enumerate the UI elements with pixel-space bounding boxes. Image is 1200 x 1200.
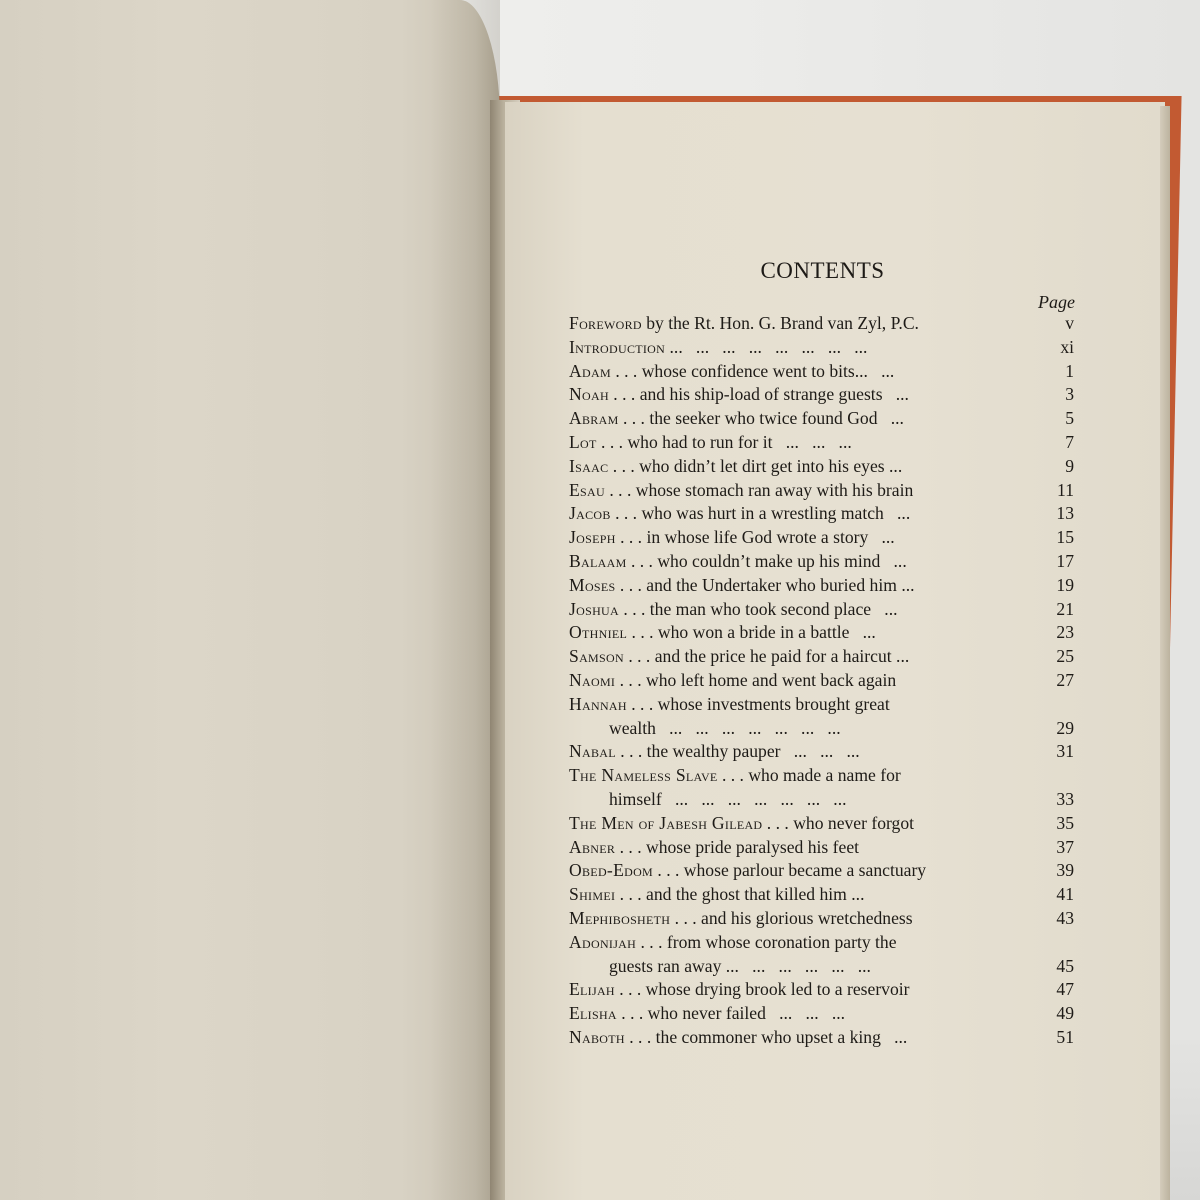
toc-entry-text (569, 978, 1024, 1002)
toc-entry-text (609, 955, 1024, 979)
toc-entry-name: Introduction (569, 336, 666, 357)
toc-entry (569, 978, 1074, 1002)
toc-entry-description: . . . who had to run for it ... ... ... (596, 431, 852, 452)
toc-entry (569, 621, 1074, 645)
toc-entry-text (569, 907, 1024, 931)
toc-entry-text (569, 812, 1024, 836)
toc-entry-description: . . . who was hurt in a wrestling match ... (610, 503, 911, 524)
toc-entry-text (569, 550, 1024, 574)
toc-entry-name: Foreword (569, 313, 642, 333)
toc-entry (569, 693, 1074, 717)
toc-entry-name: Jacob (569, 503, 611, 524)
toc-entry-name: Othniel (569, 622, 628, 643)
toc-entry (569, 740, 1074, 764)
toc-entry-page-number: 5 (1065, 408, 1074, 429)
toc-entry-name: Abner (569, 836, 616, 857)
toc-entry-page-number: 31 (1056, 741, 1074, 762)
toc-entry-name: Samson (569, 646, 624, 667)
toc-entry-page-number: 9 (1065, 455, 1074, 476)
toc-entry-name: Elijah (569, 979, 615, 1000)
toc-entry-page-number: v (1065, 313, 1074, 333)
toc-entry-text (569, 883, 1024, 907)
toc-entry (569, 383, 1074, 407)
toc-entry-text (609, 788, 1024, 812)
toc-entry-page-number: 33 (1056, 788, 1074, 809)
toc-entry-description: by the Rt. Hon. G. Brand van Zyl, P.C. (641, 313, 919, 333)
toc-entry-name: Adonijah (569, 931, 637, 952)
toc-entry-text (609, 717, 1024, 741)
toc-entry-page-number: 35 (1056, 812, 1074, 833)
toc-entry (569, 955, 1074, 979)
toc-entry-description: . . . whose investments brought great (626, 693, 890, 714)
toc-entry-page-number: 1 (1065, 360, 1074, 381)
toc-entry-name: Noah (569, 384, 609, 405)
toc-entry (569, 526, 1074, 550)
toc-entry-name: Joshua (569, 598, 619, 619)
toc-entry (569, 812, 1074, 836)
toc-entry-text (569, 598, 1024, 622)
toc-entry (569, 931, 1074, 955)
toc-entry-text (569, 1002, 1024, 1026)
contents-title: CONTENTS (760, 258, 885, 283)
toc-entry-description: ... ... ... ... ... ... ... ... (665, 336, 868, 357)
toc-entry-text (569, 621, 1024, 645)
toc-entry-text (569, 455, 1024, 479)
toc-entry-name: Obed-Edom (569, 860, 654, 881)
toc-entry-text (569, 859, 1024, 883)
toc-entry-name: Nabal (569, 741, 616, 762)
page-edges (1160, 106, 1170, 1200)
toc-entry-description: . . . who won a bride in a battle ... (627, 622, 876, 643)
toc-entry-text (569, 431, 1024, 455)
toc-entry-text (569, 383, 1024, 407)
toc-entry (569, 431, 1074, 455)
toc-entry-page-number: 15 (1056, 527, 1074, 548)
toc-entry-page-number: 25 (1056, 646, 1074, 667)
toc-entry-page-number: 43 (1056, 907, 1074, 928)
toc-entry (569, 360, 1074, 384)
toc-entry-name: Balaam (569, 550, 627, 571)
toc-entry-name: Esau (569, 479, 605, 500)
toc-entry-name: Elisha (569, 1003, 617, 1024)
toc-entry (569, 407, 1074, 431)
left-page (0, 0, 500, 1200)
toc-entry-text (569, 669, 1024, 693)
toc-entry-name: Adam (569, 360, 611, 381)
toc-entry-description: . . . whose confidence went to bits... ... (610, 360, 895, 381)
toc-entry-description: . . . who didn’t let dirt get into his eyes ... (608, 455, 903, 476)
toc-entry-page-number: 49 (1056, 1003, 1074, 1024)
toc-entry-description: . . . and his ship-load of strange guests ... (608, 384, 909, 405)
toc-entry-name: Mephibosheth (569, 907, 671, 928)
toc-entry-page-number: 13 (1056, 503, 1074, 524)
toc-entry (569, 312, 1074, 336)
toc-entry-page-number: 7 (1065, 431, 1074, 452)
toc-entry-name: Naboth (569, 1026, 625, 1047)
toc-entry-page-number: 29 (1056, 717, 1074, 738)
toc-entry-description: . . . who never forgot (762, 812, 915, 833)
toc-entry-text (569, 740, 1024, 764)
toc-entry (569, 883, 1074, 907)
toc-entry (569, 1002, 1074, 1026)
toc-entry-description: . . . the man who took second place ... (619, 598, 898, 619)
toc-entry-description: . . . the seeker who twice found God ... (618, 408, 904, 429)
toc-entry-name: The Nameless Slave (569, 765, 718, 786)
toc-entry-page-number: 51 (1056, 1026, 1074, 1047)
page-column-header: Page (1038, 292, 1075, 312)
toc-entry-text (569, 479, 1024, 503)
toc-entry (569, 479, 1074, 503)
toc-entry-page-number: 27 (1056, 669, 1074, 690)
toc-entry-description: . . . in whose life God wrote a story ... (615, 527, 895, 548)
toc-entry-description: . . . and the Undertaker who buried him ... (615, 574, 915, 595)
toc-entry-description: guests ran away ... ... ... ... ... ... (609, 955, 871, 976)
toc-entry-page-number: 37 (1056, 836, 1074, 857)
toc-entry-text (569, 336, 1024, 360)
toc-entry (569, 764, 1074, 788)
toc-entry-name: Isaac (569, 455, 609, 476)
toc-entry-description: . . . who made a name for (717, 765, 901, 786)
toc-entry-description: wealth ... ... ... ... ... ... ... (609, 717, 841, 738)
toc-entry-text (569, 407, 1024, 431)
toc-entry-description: . . . whose drying brook led to a reservoir (614, 979, 910, 1000)
toc-entry-page-number: 19 (1056, 574, 1074, 595)
toc-entry (569, 502, 1074, 526)
toc-entry-name: Abram (569, 408, 619, 429)
toc-entry (569, 669, 1074, 693)
toc-entry-page-number: 3 (1065, 384, 1074, 405)
toc-entry-description: . . . and his glorious wretchedness (670, 907, 913, 928)
table-of-contents (569, 312, 1074, 1050)
toc-entry-text (569, 360, 1024, 384)
toc-entry-name: Shimei (569, 884, 616, 905)
toc-entry (569, 1026, 1074, 1050)
toc-entry-text (569, 693, 1024, 717)
toc-entry (569, 455, 1074, 479)
toc-entry-page-number: 21 (1056, 598, 1074, 619)
toc-entry-description: . . . whose pride paralysed his feet (615, 836, 860, 857)
toc-entry-name: Lot (569, 431, 597, 452)
toc-entry-description: . . . the commoner who upset a king ... (624, 1026, 908, 1047)
toc-entry-text (569, 312, 1024, 336)
toc-entry-name: Joseph (569, 527, 616, 548)
toc-entry (569, 645, 1074, 669)
toc-entry-page-number: 47 (1056, 979, 1074, 1000)
toc-entry-name: Hannah (569, 693, 627, 714)
toc-entry (569, 574, 1074, 598)
toc-entry-name: Moses (569, 574, 616, 595)
toc-entry (569, 598, 1074, 622)
toc-entry-page-number: 39 (1056, 860, 1074, 881)
toc-entry (569, 836, 1074, 860)
toc-entry-page-number: 11 (1057, 479, 1074, 500)
toc-entry (569, 788, 1074, 812)
toc-entry-text (569, 1026, 1024, 1050)
toc-entry-description: . . . and the price he paid for a haircut ... (623, 646, 910, 667)
toc-entry-description: . . . who left home and went back again (615, 669, 897, 690)
toc-entry-description: . . . whose parlour became a sanctuary (653, 860, 927, 881)
toc-entry-text (569, 836, 1024, 860)
toc-entry-page-number: 17 (1056, 550, 1074, 571)
toc-entry (569, 550, 1074, 574)
toc-entry-description: himself ... ... ... ... ... ... ... (609, 788, 847, 809)
toc-entry-text (569, 502, 1024, 526)
toc-entry-description: . . . who never failed ... ... ... (616, 1003, 846, 1024)
toc-entry-text (569, 574, 1024, 598)
toc-entry-text (569, 764, 1024, 788)
toc-entry (569, 859, 1074, 883)
toc-entry (569, 907, 1074, 931)
toc-entry-description: . . . who couldn’t make up his mind ... (626, 550, 907, 571)
toc-entry (569, 717, 1074, 741)
toc-entry (569, 336, 1074, 360)
toc-entry-page-number: xi (1060, 336, 1074, 357)
toc-entry-description: . . . the wealthy pauper ... ... ... (615, 741, 860, 762)
toc-entry-description: . . . from whose coronation party the (636, 931, 897, 952)
toc-entry-name: The Men of Jabesh Gilead (569, 812, 763, 833)
toc-entry-text (569, 931, 1024, 955)
toc-entry-description: . . . whose stomach ran away with his brain (604, 479, 914, 500)
toc-entry-name: Naomi (569, 669, 616, 690)
toc-entry-text (569, 645, 1024, 669)
toc-entry-page-number: 41 (1056, 884, 1074, 905)
toc-entry-description: . . . and the ghost that killed him ... (615, 884, 865, 905)
toc-entry-page-number: 23 (1056, 622, 1074, 643)
toc-entry-text (569, 526, 1024, 550)
toc-entry-page-number: 45 (1056, 955, 1074, 976)
